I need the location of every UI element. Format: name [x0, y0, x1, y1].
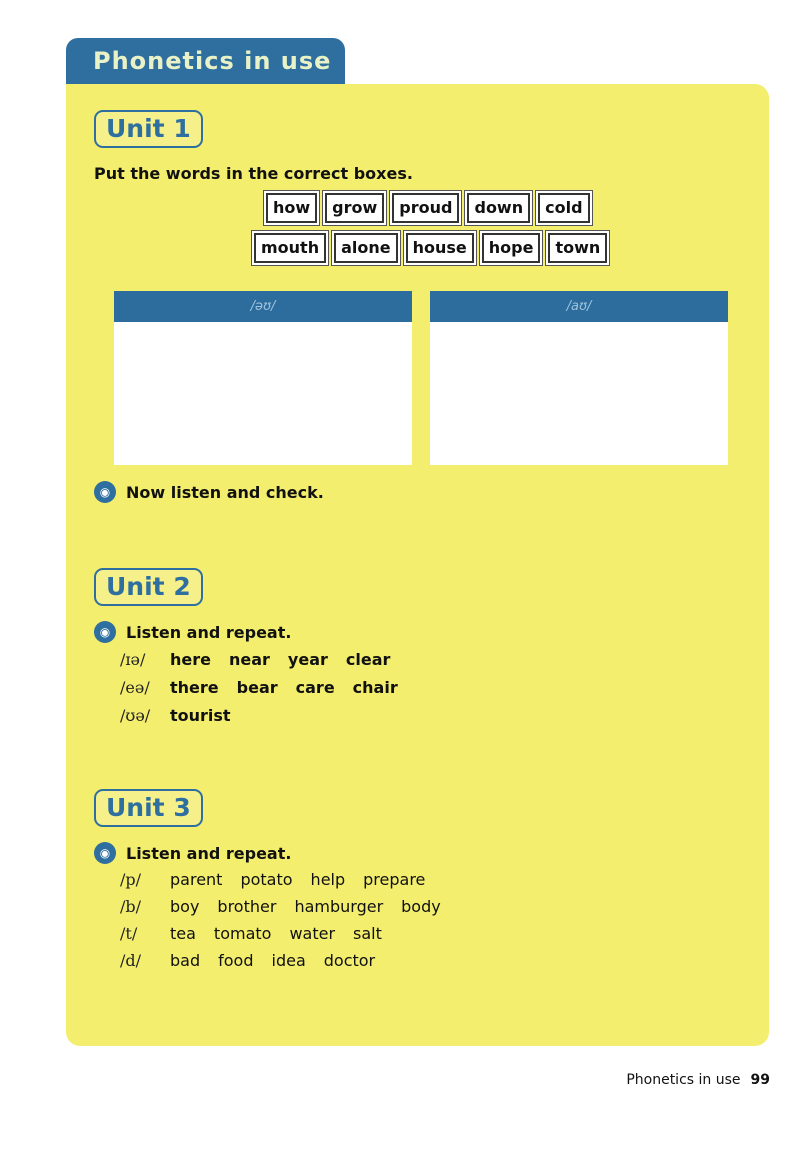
- example-word: chair: [352, 678, 398, 697]
- phoneme-symbol: /p/: [120, 870, 142, 889]
- example-word: help: [310, 870, 346, 889]
- unit-1-listen: [94, 481, 324, 503]
- answer-box-right-header: /aʊ/: [430, 291, 728, 322]
- phoneme-row: [120, 870, 443, 889]
- example-word: hamburger: [294, 897, 384, 916]
- word-tile: hope: [482, 233, 541, 263]
- example-word: potato: [240, 870, 293, 889]
- word-tile: cold: [538, 193, 589, 223]
- answer-box-left-header: /əʊ/: [114, 291, 412, 322]
- example-word: water: [289, 924, 336, 943]
- example-word: bear: [236, 678, 278, 697]
- phoneme-row: [120, 897, 459, 916]
- page-footer: [626, 1072, 770, 1088]
- word-tile: grow: [325, 193, 384, 223]
- word-bank-row-2: [254, 233, 607, 263]
- phoneme-symbol: /t/: [120, 924, 138, 943]
- ear-icon[interactable]: ◉: [94, 842, 116, 864]
- phoneme-row: [120, 650, 408, 669]
- example-word: idea: [271, 951, 306, 970]
- word-bank-row-1: [266, 193, 590, 223]
- example-word: body: [401, 897, 441, 916]
- example-word: bad: [170, 951, 201, 970]
- phoneme-row: [120, 951, 393, 970]
- phoneme-symbol: /b/: [120, 897, 142, 916]
- example-word: tourist: [170, 706, 231, 725]
- example-word: near: [228, 650, 270, 669]
- phoneme-symbol: /ʊə/: [120, 706, 151, 725]
- unit-3-listen: [94, 842, 291, 864]
- unit-2-listen: [94, 621, 291, 643]
- example-word: parent: [170, 870, 223, 889]
- phoneme-symbol: /d/: [120, 951, 142, 970]
- unit-2-badge: Unit 2: [94, 568, 203, 606]
- ear-icon[interactable]: ◉: [94, 621, 116, 643]
- phoneme-row: [120, 678, 416, 697]
- example-word: here: [170, 650, 211, 669]
- example-word: care: [295, 678, 335, 697]
- listen-text: Listen and repeat.: [126, 622, 292, 642]
- phoneme-symbol: /ɪə/: [120, 650, 146, 669]
- example-word: tomato: [213, 924, 272, 943]
- word-tile: alone: [334, 233, 398, 263]
- listen-text: Listen and repeat.: [126, 843, 292, 863]
- answer-box-right[interactable]: [430, 291, 728, 465]
- word-tile: town: [548, 233, 607, 263]
- example-word: there: [170, 678, 219, 697]
- example-word: prepare: [363, 870, 426, 889]
- page-number: 99: [750, 1072, 770, 1088]
- answer-box-left[interactable]: [114, 291, 412, 465]
- word-tile: down: [467, 193, 530, 223]
- example-word: salt: [353, 924, 382, 943]
- phoneme-symbol: /eə/: [120, 678, 150, 697]
- footer-section: Phonetics in use: [626, 1072, 741, 1088]
- phoneme-row: [120, 706, 249, 725]
- word-tile: mouth: [254, 233, 326, 263]
- section-title: Phonetics in use: [66, 38, 345, 84]
- unit-1-badge: Unit 1: [94, 110, 203, 148]
- word-tile: proud: [392, 193, 459, 223]
- phoneme-row: [120, 924, 400, 943]
- example-word: year: [287, 650, 328, 669]
- unit-3-badge: Unit 3: [94, 789, 203, 827]
- unit-1-instruction: Put the words in the correct boxes.: [94, 164, 413, 183]
- example-word: brother: [217, 897, 277, 916]
- example-word: boy: [170, 897, 200, 916]
- word-tile: how: [266, 193, 317, 223]
- example-word: tea: [170, 924, 196, 943]
- listen-text: Now listen and check.: [126, 482, 324, 502]
- ear-icon[interactable]: ◉: [94, 481, 116, 503]
- example-word: doctor: [323, 951, 376, 970]
- word-tile: house: [406, 233, 474, 263]
- example-word: food: [218, 951, 254, 970]
- example-word: clear: [345, 650, 391, 669]
